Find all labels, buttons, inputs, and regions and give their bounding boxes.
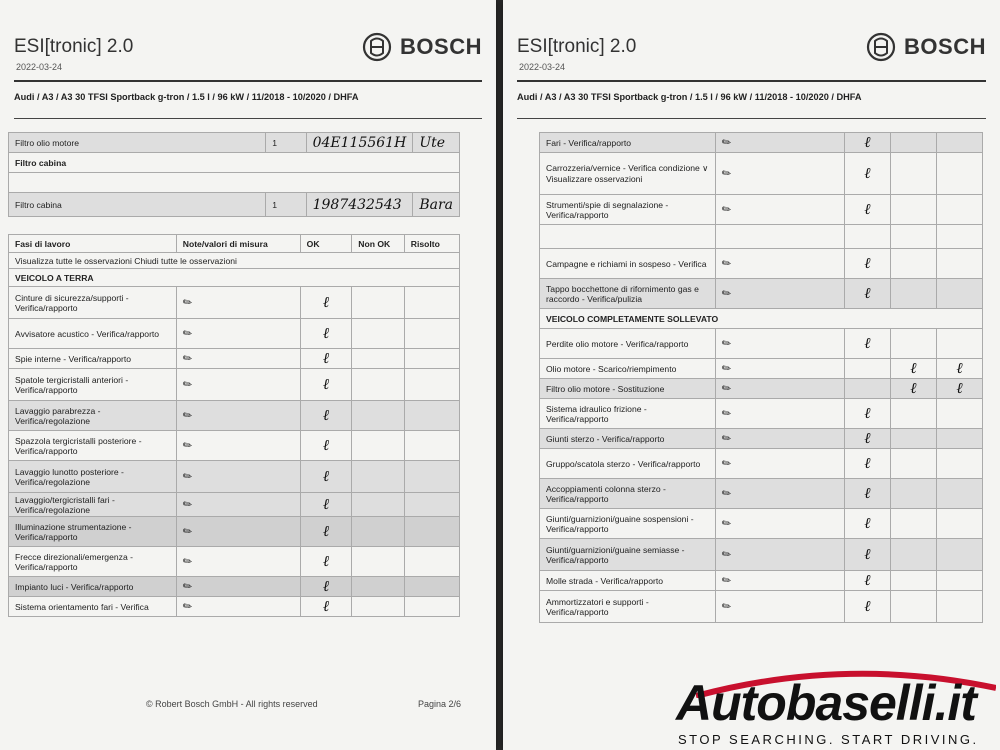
ok-mark[interactable]: ℓ — [844, 133, 890, 153]
ok-mark[interactable]: ℓ — [300, 369, 352, 401]
ok-mark[interactable]: ℓ — [300, 461, 352, 493]
pencil-icon[interactable]: ✎ — [719, 599, 734, 615]
not-ok-mark[interactable] — [352, 319, 404, 349]
task-label: Gruppo/scatola sterzo - Verifica/rapporto — [540, 449, 716, 479]
tasks-table — [8, 234, 460, 617]
task-row — [540, 539, 983, 571]
resolved-mark[interactable] — [404, 577, 459, 597]
note-cell[interactable] — [715, 195, 844, 225]
ok-mark[interactable]: ℓ — [844, 591, 890, 623]
resolved-mark[interactable] — [936, 133, 982, 153]
task-label — [540, 225, 716, 249]
task-row — [540, 479, 983, 509]
note-cell[interactable] — [176, 577, 300, 597]
pencil-icon[interactable]: ✎ — [719, 166, 734, 182]
not-ok-mark[interactable] — [890, 399, 936, 429]
task-row — [9, 287, 460, 319]
task-label: Avvisatore acustico - Verifica/rapporto — [9, 319, 177, 349]
task-label: Giunti/guarnizioni/guaine sospensioni - Verifica/rapporto — [540, 509, 716, 539]
task-row — [540, 133, 983, 153]
pencil-icon[interactable]: ✎ — [180, 599, 195, 615]
resolved-mark[interactable] — [404, 401, 459, 431]
report-date: 2022-03-24 — [16, 62, 63, 72]
part-code: 04E115561H — [306, 133, 413, 153]
ok-mark[interactable]: ℓ — [300, 517, 352, 547]
resolved-mark[interactable] — [936, 399, 982, 429]
not-ok-mark[interactable] — [890, 539, 936, 571]
note-cell[interactable] — [176, 401, 300, 431]
resolved-mark[interactable] — [404, 517, 459, 547]
ok-mark[interactable]: ℓ — [844, 539, 890, 571]
resolved-mark[interactable] — [404, 597, 459, 617]
not-ok-mark[interactable] — [352, 547, 404, 577]
copyright: © Robert Bosch GmbH - All rights reserved — [146, 699, 318, 709]
task-label: Giunti/guarnizioni/guaine semiasse - Verifica/rapporto — [540, 539, 716, 571]
not-ok-mark[interactable] — [352, 287, 404, 319]
note-cell[interactable] — [176, 517, 300, 547]
dealer-brand: Autobaselli.it — [676, 675, 976, 731]
not-ok-mark[interactable] — [890, 449, 936, 479]
resolved-mark[interactable] — [404, 461, 459, 493]
ok-mark[interactable]: ℓ — [844, 399, 890, 429]
note-cell[interactable] — [715, 225, 844, 249]
resolved-mark[interactable] — [404, 431, 459, 461]
not-ok-mark[interactable] — [890, 195, 936, 225]
not-ok-mark[interactable] — [890, 509, 936, 539]
resolved-mark[interactable] — [936, 195, 982, 225]
part-name — [9, 173, 460, 193]
note-cell[interactable] — [715, 429, 844, 449]
not-ok-mark[interactable] — [890, 153, 936, 195]
pencil-icon[interactable]: ✎ — [719, 286, 734, 302]
ok-mark[interactable] — [844, 225, 890, 249]
task-label: Fari - Verifica/rapporto — [540, 133, 716, 153]
note-cell[interactable] — [715, 329, 844, 359]
pencil-icon[interactable]: ✎ — [719, 256, 734, 272]
pencil-icon[interactable]: ✎ — [180, 408, 195, 424]
page-header — [14, 0, 482, 82]
note-cell[interactable] — [176, 493, 300, 517]
observations-toggle[interactable]: Visualizza tutte le osservazioni Chiudi tutte le osservazioni — [9, 253, 460, 269]
ok-mark[interactable]: ℓ — [300, 349, 352, 369]
note-cell[interactable] — [176, 461, 300, 493]
task-row — [9, 369, 460, 401]
ok-mark[interactable]: ℓ — [844, 329, 890, 359]
ok-mark[interactable]: ℓ — [844, 449, 890, 479]
task-row — [540, 153, 983, 195]
part-qty: 1 — [266, 133, 306, 153]
not-ok-mark[interactable] — [352, 461, 404, 493]
not-ok-mark[interactable]: ℓ — [890, 359, 936, 379]
ok-mark[interactable]: ℓ — [300, 577, 352, 597]
pencil-icon[interactable]: ✎ — [180, 554, 195, 570]
note-cell[interactable] — [176, 287, 300, 319]
dealer-watermark — [676, 668, 996, 748]
task-label: Campagne e richiami in sospeso - Verifica — [540, 249, 716, 279]
task-row — [540, 195, 983, 225]
task-label: Strumenti/spie di segnalazione - Verifica/rapporto — [540, 195, 716, 225]
not-ok-mark[interactable] — [890, 249, 936, 279]
task-row — [9, 401, 460, 431]
task-label: Filtro olio motore - Sostituzione — [540, 379, 716, 399]
task-label: Perdite olio motore - Verifica/rapporto — [540, 329, 716, 359]
task-label: Lavaggio parabrezza - Verifica/regolazione — [9, 401, 177, 431]
task-label: Accoppiamenti colonna sterzo - Verifica/rapporto — [540, 479, 716, 509]
ok-mark[interactable]: ℓ — [844, 195, 890, 225]
task-label: Tappo bocchettone di rifornimento gas e raccordo - Verifica/pulizia — [540, 279, 716, 309]
resolved-mark[interactable] — [404, 369, 459, 401]
resolved-mark[interactable] — [404, 493, 459, 517]
ok-mark[interactable]: ℓ — [300, 597, 352, 617]
pencil-icon[interactable]: ✎ — [719, 573, 734, 589]
app-title: ESI[tronic] 2.0 — [517, 36, 637, 57]
pencil-icon[interactable]: ✎ — [180, 438, 195, 454]
task-label: Molle strada - Verifica/rapporto — [540, 571, 716, 591]
task-label: Spie interne - Verifica/rapporto — [9, 349, 177, 369]
resolved-mark[interactable] — [936, 225, 982, 249]
resolved-mark[interactable] — [936, 329, 982, 359]
column-header: OK — [300, 235, 352, 253]
task-label: Spazzola tergicristalli posteriore - Verifica/rapporto — [9, 431, 177, 461]
note-cell[interactable] — [176, 319, 300, 349]
pencil-icon[interactable]: ✎ — [180, 295, 195, 311]
column-header: Fasi di lavoro — [9, 235, 177, 253]
pencil-icon[interactable]: ✎ — [180, 377, 195, 393]
not-ok-mark[interactable] — [890, 133, 936, 153]
note-cell[interactable] — [715, 249, 844, 279]
pencil-icon[interactable]: ✎ — [719, 202, 734, 218]
resolved-mark[interactable]: ℓ — [936, 379, 982, 399]
page-number: Pagina 2/6 — [418, 699, 462, 709]
note-cell[interactable] — [176, 431, 300, 461]
task-label: Sistema orientamento fari - Verifica — [9, 597, 177, 617]
task-label: Impianto luci - Verifica/rapporto — [9, 577, 177, 597]
ok-mark[interactable]: ℓ — [300, 493, 352, 517]
column-header: Non OK — [352, 235, 404, 253]
resolved-mark[interactable] — [936, 153, 982, 195]
task-row — [9, 597, 460, 617]
pencil-icon[interactable]: ✎ — [180, 469, 195, 485]
not-ok-mark[interactable] — [352, 517, 404, 547]
task-label: Illuminazione strumentazione - Verifica/rapporto — [9, 517, 177, 547]
app-title: ESI[tronic] 2.0 — [14, 36, 134, 57]
not-ok-mark[interactable]: ℓ — [890, 379, 936, 399]
brand-name: BOSCH — [904, 34, 986, 59]
not-ok-mark[interactable] — [352, 401, 404, 431]
column-header: Note/valori di misura — [176, 235, 300, 253]
resolved-mark[interactable] — [404, 547, 459, 577]
part-note: Ute — [413, 133, 460, 153]
part-name: Filtro olio motore — [9, 133, 266, 153]
resolved-mark[interactable] — [936, 509, 982, 539]
pencil-icon[interactable]: ✎ — [180, 326, 195, 342]
task-row — [9, 319, 460, 349]
task-label: Sistema idraulico frizione - Verifica/rapporto — [540, 399, 716, 429]
task-row — [9, 517, 460, 547]
bosch-logo — [362, 32, 482, 62]
vehicle-info: Audi / A3 / A3 30 TFSI Sportback g-tron / 1.5 l / 96 kW / 11/2018 - 10/2020 / DHFA — [14, 92, 482, 119]
not-ok-mark[interactable] — [352, 493, 404, 517]
task-label: Giunti sterzo - Verifica/rapporto — [540, 429, 716, 449]
not-ok-mark[interactable] — [890, 329, 936, 359]
resolved-mark[interactable] — [404, 287, 459, 319]
part-qty: 1 — [266, 193, 306, 217]
pencil-icon[interactable]: ✎ — [719, 361, 734, 377]
part-row — [9, 193, 460, 217]
pencil-icon[interactable]: ✎ — [180, 524, 195, 540]
ok-mark[interactable]: ℓ — [844, 429, 890, 449]
task-row — [9, 431, 460, 461]
task-row — [540, 359, 983, 379]
not-ok-mark[interactable] — [352, 369, 404, 401]
task-row — [9, 577, 460, 597]
vehicle-info: Audi / A3 / A3 30 TFSI Sportback g-tron / 1.5 l / 96 kW / 11/2018 - 10/2020 / DHFA — [517, 92, 986, 119]
ok-mark[interactable]: ℓ — [300, 319, 352, 349]
task-label: Lavaggio lunotto posteriore - Verifica/regolazione — [9, 461, 177, 493]
right-page — [503, 0, 1000, 750]
report-date: 2022-03-24 — [519, 62, 566, 72]
note-cell[interactable] — [715, 539, 844, 571]
pencil-icon[interactable]: ✎ — [719, 486, 734, 502]
resolved-mark[interactable] — [404, 349, 459, 369]
resolved-mark[interactable] — [936, 449, 982, 479]
task-label: Olio motore - Scarico/riempimento — [540, 359, 716, 379]
ok-mark[interactable]: ℓ — [300, 401, 352, 431]
task-row — [540, 399, 983, 429]
resolved-mark[interactable] — [936, 479, 982, 509]
bosch-armature-icon — [362, 32, 392, 62]
ok-mark[interactable]: ℓ — [844, 479, 890, 509]
task-row — [9, 349, 460, 369]
resolved-mark[interactable]: ℓ — [936, 359, 982, 379]
ok-mark[interactable]: ℓ — [844, 509, 890, 539]
task-row — [9, 547, 460, 577]
task-row — [9, 493, 460, 517]
note-cell[interactable] — [176, 597, 300, 617]
pencil-icon[interactable]: ✎ — [719, 336, 734, 352]
task-row — [540, 379, 983, 399]
resolved-mark[interactable] — [936, 279, 982, 309]
resolved-mark[interactable] — [936, 429, 982, 449]
task-label: Cinture di sicurezza/supporti - Verifica/rapporto — [9, 287, 177, 319]
pencil-icon[interactable]: ✎ — [719, 456, 734, 472]
pencil-icon[interactable]: ✎ — [719, 406, 734, 422]
not-ok-mark[interactable] — [890, 571, 936, 591]
resolved-mark[interactable] — [936, 571, 982, 591]
task-label: Frecce direzionali/emergenza - Verifica/rapporto — [9, 547, 177, 577]
note-cell[interactable] — [715, 359, 844, 379]
ok-mark[interactable]: ℓ — [844, 153, 890, 195]
not-ok-mark[interactable] — [890, 279, 936, 309]
pencil-icon[interactable]: ✎ — [719, 135, 734, 151]
ok-mark[interactable]: ℓ — [844, 249, 890, 279]
pencil-icon[interactable]: ✎ — [180, 497, 195, 513]
part-note: Bara — [413, 193, 460, 217]
not-ok-mark[interactable] — [890, 479, 936, 509]
bosch-logo — [866, 32, 986, 62]
pencil-icon[interactable]: ✎ — [719, 547, 734, 563]
part-code: 1987432543 — [306, 193, 413, 217]
note-cell[interactable] — [176, 349, 300, 369]
note-cell[interactable] — [715, 479, 844, 509]
ok-mark[interactable] — [844, 379, 890, 399]
part-name: Filtro cabina — [9, 193, 266, 217]
pencil-icon[interactable]: ✎ — [719, 516, 734, 532]
part-row — [9, 133, 460, 153]
task-row — [540, 429, 983, 449]
note-cell[interactable] — [715, 449, 844, 479]
note-cell[interactable] — [715, 379, 844, 399]
dealer-tagline: STOP SEARCHING. START DRIVING. — [678, 732, 979, 747]
task-row — [540, 591, 983, 623]
pencil-icon[interactable]: ✎ — [719, 431, 734, 447]
section-title: VEICOLO A TERRA — [9, 269, 460, 287]
not-ok-mark[interactable] — [890, 591, 936, 623]
pencil-icon[interactable]: ✎ — [180, 579, 195, 595]
parts-table — [8, 132, 460, 217]
not-ok-mark[interactable] — [352, 349, 404, 369]
task-row — [540, 571, 983, 591]
ok-mark[interactable]: ℓ — [844, 279, 890, 309]
header-row — [9, 235, 460, 253]
note-cell[interactable] — [715, 571, 844, 591]
column-header: Risolto — [404, 235, 459, 253]
pencil-icon[interactable]: ✎ — [719, 381, 734, 397]
ok-mark[interactable]: ℓ — [300, 431, 352, 461]
task-row — [9, 461, 460, 493]
not-ok-mark[interactable] — [890, 429, 936, 449]
part-name: Filtro cabina — [9, 153, 460, 173]
not-ok-mark[interactable] — [352, 597, 404, 617]
not-ok-mark[interactable] — [352, 431, 404, 461]
ok-mark[interactable]: ℓ — [300, 547, 352, 577]
task-row — [540, 509, 983, 539]
note-cell[interactable] — [715, 133, 844, 153]
tasks-table — [539, 132, 983, 623]
task-row — [540, 279, 983, 309]
resolved-mark[interactable] — [936, 591, 982, 623]
task-label: Ammortizzatori e supporti - Verifica/rapporto — [540, 591, 716, 623]
section-title: VEICOLO COMPLETAMENTE SOLLEVATO — [540, 309, 983, 329]
note-cell[interactable] — [176, 547, 300, 577]
task-row — [540, 449, 983, 479]
ok-mark[interactable]: ℓ — [844, 571, 890, 591]
task-row — [540, 249, 983, 279]
note-cell[interactable] — [176, 369, 300, 401]
note-cell[interactable] — [715, 591, 844, 623]
not-ok-mark[interactable] — [352, 577, 404, 597]
left-page — [0, 0, 496, 750]
bosch-armature-icon — [866, 32, 896, 62]
page-header — [517, 0, 986, 82]
note-cell[interactable] — [715, 153, 844, 195]
task-row — [540, 329, 983, 359]
task-row — [540, 225, 983, 249]
task-label: Spatole tergicristalli anteriori - Verifica/rapporto — [9, 369, 177, 401]
part-row — [9, 153, 460, 173]
note-cell[interactable] — [715, 509, 844, 539]
resolved-mark[interactable] — [936, 539, 982, 571]
ok-mark[interactable] — [844, 359, 890, 379]
pencil-icon[interactable]: ✎ — [180, 351, 195, 367]
part-row — [9, 173, 460, 193]
resolved-mark[interactable] — [936, 249, 982, 279]
brand-name: BOSCH — [400, 34, 482, 59]
note-cell[interactable] — [715, 399, 844, 429]
note-cell[interactable] — [715, 279, 844, 309]
resolved-mark[interactable] — [404, 319, 459, 349]
not-ok-mark[interactable] — [890, 225, 936, 249]
ok-mark[interactable]: ℓ — [300, 287, 352, 319]
task-label: Lavaggio/tergicristalli fari - Verifica/regolazione — [9, 493, 177, 517]
task-label: Carrozzeria/vernice - Verifica condizione ∨ Visualizzare osservazioni — [540, 153, 716, 195]
